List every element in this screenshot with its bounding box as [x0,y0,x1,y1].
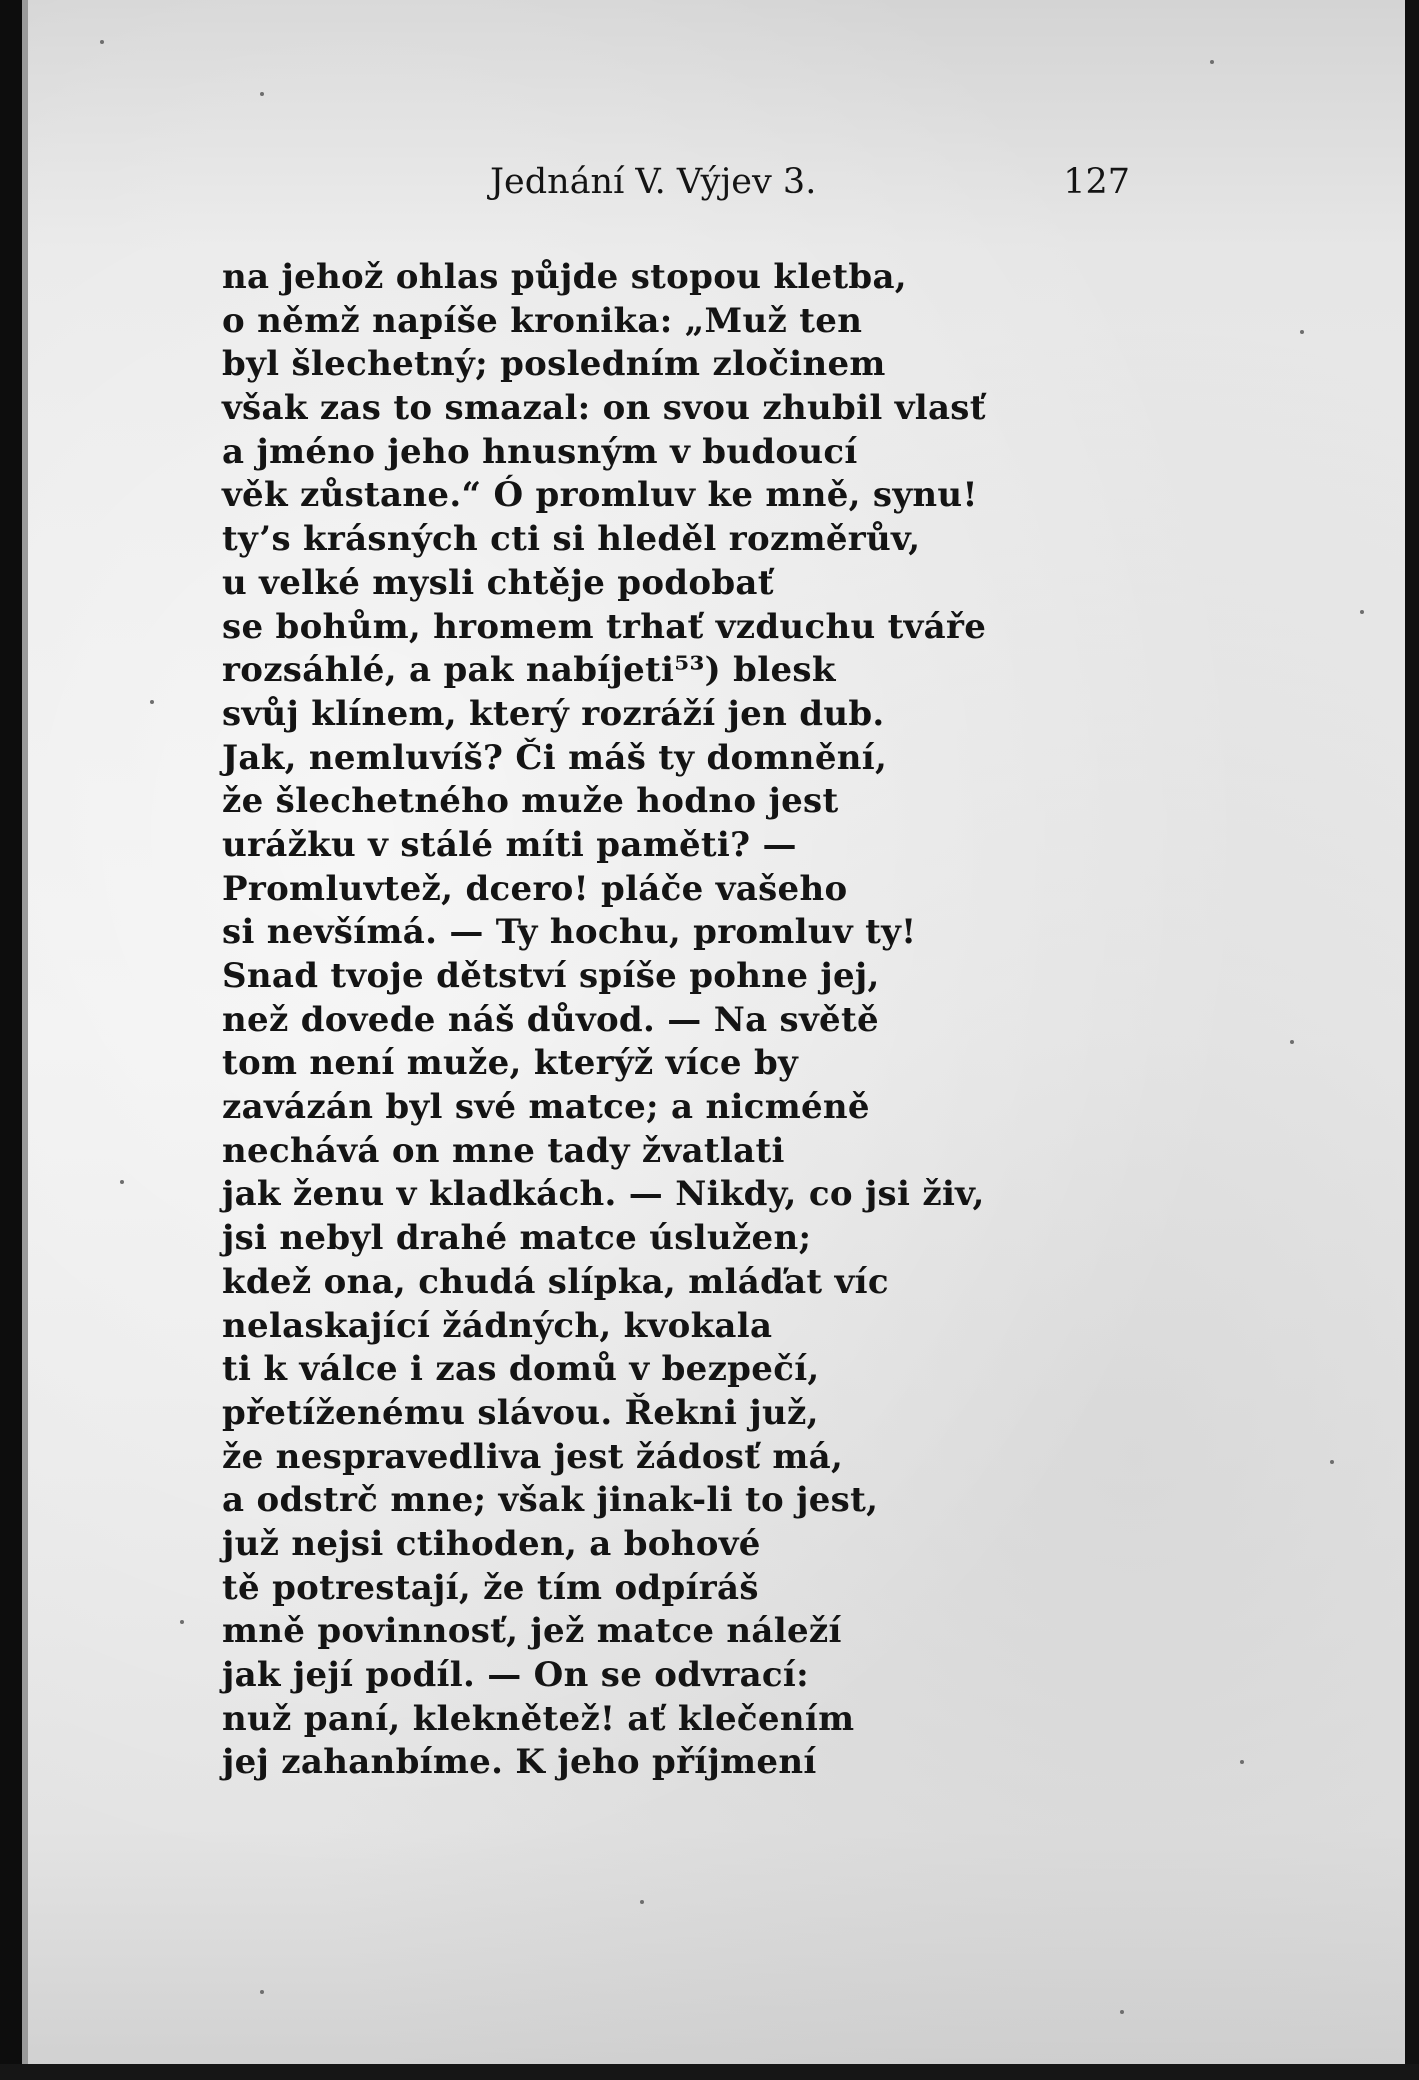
verse-line: tě potrestají, že tím odpíráš [222,1567,759,1608]
print-speck [1330,1460,1334,1464]
verse-line: než dovede náš důvod. — Na světě [222,999,879,1040]
print-speck [1240,1760,1244,1764]
print-speck [260,1990,264,1994]
verse-text [222,256,1222,1785]
verse-line: Snad tvoje dětství spíše pohne jej, [222,956,880,996]
print-speck [1120,2010,1124,2014]
verse-line: nechává on mne tady žvatlati [222,1130,785,1171]
verse-line: zavázán byl své matce; a nicméně [222,1087,870,1128]
print-speck [1360,610,1364,614]
verse-line: svůj klínem, který rozráží jen dub. [222,693,885,734]
page-left-shadow [0,0,22,2080]
verse-line: jej zahanbíme. K jeho příjmení [222,1742,817,1783]
print-speck [1300,330,1304,334]
verse-line: přetíženému slávou. Řekni juž, [222,1392,819,1433]
verse-line: u velké mysli chtěje podobať [222,562,774,603]
verse-line: že nespravedliva jest žádosť má, [222,1436,844,1477]
verse-line: byl šlechetný; posledním zločinem [222,344,886,385]
page-header [490,158,1130,206]
verse-line: urážku v stálé míti paměti? — [222,824,797,865]
verse-line: o němž napíše kronika: „Muž ten [222,300,863,341]
print-speck [1290,1040,1294,1044]
verse-line: věk zůstane.“ Ó promluv ke mně, synu! [222,475,978,516]
page-left-gutter [22,0,28,2080]
verse-line: jak její podíl. — On se odvrací: [222,1655,809,1695]
verse-line: nuž paní, kleknětež! ať klečením [222,1698,855,1739]
verse-line: Jak, nemluvíš? Či máš ty domnění, [222,737,888,778]
verse-line: rozsáhlé, a pak nabíjeti⁵³) blesk [222,650,836,691]
running-head: Jednání V. Výjev 3. [490,162,817,202]
verse-line: ti k válce i zas domů v bezpečí, [222,1349,820,1390]
print-speck [260,92,264,96]
page-right-shadow [1405,0,1419,2080]
verse-line: však zas to smazal: on svou zhubil vlasť [222,388,986,429]
print-speck [120,1180,124,1184]
verse-line: jsi nebyl drahé matce úslužen; [222,1218,812,1259]
verse-line: kdež ona, chudá slípka, mláďat víc [222,1261,889,1302]
verse-line: na jehož ohlas půjde stopou kletba, [222,257,907,297]
print-speck [1210,60,1214,64]
print-speck [640,1900,644,1904]
print-speck [100,40,104,44]
verse-line: nelaskající žádných, kvokala [222,1305,773,1346]
verse-line: že šlechetného muže hodno jest [222,781,839,822]
print-speck [180,1620,184,1624]
verse-line: si nevšímá. — Ty hochu, promluv ty! [222,912,917,953]
page-number: 127 [1063,162,1130,202]
verse-line: se bohům, hromem trhať vzduchu tváře [222,606,987,647]
print-speck [150,700,154,704]
verse-line: a odstrč mne; však jinak-li to jest, [222,1480,879,1521]
verse-line: a jméno jeho hnusným v budoucí [222,431,858,472]
verse-line: tom není muže, kterýž více by [222,1043,799,1084]
verse-line: juž nejsi ctihoden, a bohové [222,1523,761,1564]
verse-line: Promluvtež, dcero! pláče vašeho [222,868,848,909]
page-bottom-shadow [0,2064,1419,2080]
verse-line: ty’s krásných cti si hleděl rozměrův, [222,519,921,560]
verse-line: jak ženu v kladkách. — Nikdy, co jsi živ, [222,1174,985,1215]
verse-line: mně povinnosť, jež matce náleží [222,1611,842,1652]
